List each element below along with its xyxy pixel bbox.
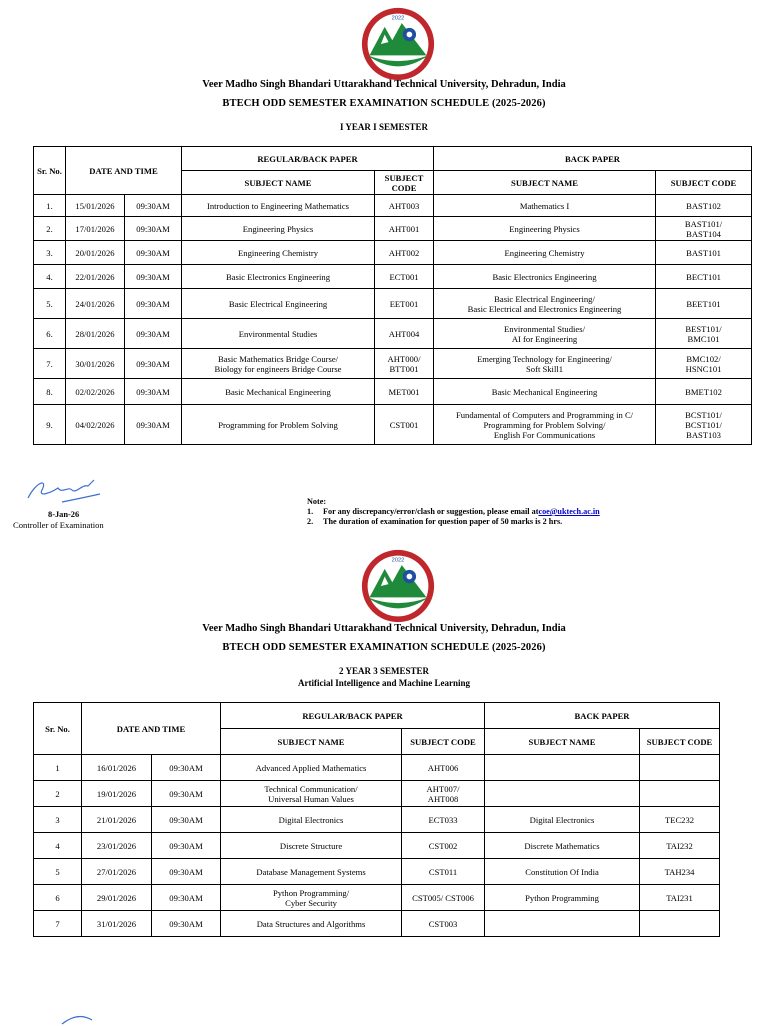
- back-subject-name-cell: Engineering Chemistry: [434, 241, 656, 265]
- time-cell: 09:30AM: [125, 195, 182, 217]
- schedule-title: BTECH ODD SEMESTER EXAMINATION SCHEDULE (2025-2026): [222, 98, 546, 109]
- table-row: [34, 807, 720, 833]
- back-subject-name-cell: Constitution Of India: [485, 859, 640, 885]
- date-cell: 21/01/2026: [82, 807, 152, 833]
- group-back-paper: BACK PAPER: [485, 703, 720, 729]
- back-subject-name-cell: Python Programming: [485, 885, 640, 911]
- sr-no-cell: 9.: [34, 405, 66, 445]
- subject-code-cell: AHT000/ BTT001: [375, 349, 434, 379]
- time-cell: 09:30AM: [125, 319, 182, 349]
- table-row: [34, 781, 720, 807]
- group-regular-back: REGULAR/BACK PAPER: [182, 147, 434, 171]
- date-cell: 28/01/2026: [66, 319, 125, 349]
- date-cell: 24/01/2026: [66, 289, 125, 319]
- time-cell: 09:30AM: [125, 289, 182, 319]
- subject-code-cell: AHT007/ AHT008: [402, 781, 485, 807]
- back-subject-name-cell: [485, 755, 640, 781]
- back-subject-code-cell: BAST101: [656, 241, 752, 265]
- date-cell: 29/01/2026: [82, 885, 152, 911]
- subject-name-cell: Basic Electrical Engineering: [182, 289, 375, 319]
- col-back-subject-code: SUBJECT CODE: [640, 729, 720, 755]
- schedule-title: BTECH ODD SEMESTER EXAMINATION SCHEDULE (2025-2026): [222, 642, 546, 653]
- subject-name-cell: Basic Mathematics Bridge Course/ Biology for engineers Bridge Course: [182, 349, 375, 379]
- time-cell: 09:30AM: [125, 241, 182, 265]
- table-row: [34, 265, 752, 289]
- back-subject-code-cell: [640, 911, 720, 937]
- svg-text:2022: 2022: [391, 557, 405, 564]
- back-subject-code-cell: BMET102: [656, 379, 752, 405]
- date-cell: 02/02/2026: [66, 379, 125, 405]
- back-subject-name-cell: Digital Electronics: [485, 807, 640, 833]
- table-row: [34, 405, 752, 445]
- back-subject-code-cell: TAH234: [640, 859, 720, 885]
- back-subject-name-cell: Environmental Studies/ AI for Engineering: [434, 319, 656, 349]
- subject-code-cell: CST003: [402, 911, 485, 937]
- subject-code-cell: CST001: [375, 405, 434, 445]
- svg-text:2022: 2022: [391, 15, 405, 22]
- subject-name-cell: Database Management Systems: [221, 859, 402, 885]
- back-subject-name-cell: Engineering Physics: [434, 217, 656, 241]
- sr-no-cell: 5.: [34, 289, 66, 319]
- subject-name-cell: Engineering Physics: [182, 217, 375, 241]
- date-cell: 20/01/2026: [66, 241, 125, 265]
- subject-name-cell: Programming for Problem Solving: [182, 405, 375, 445]
- subject-code-cell: MET001: [375, 379, 434, 405]
- subject-name-cell: Discrete Structure: [221, 833, 402, 859]
- university-name: Veer Madho Singh Bhandari Uttarakhand Technical University, Dehradun, India: [202, 623, 566, 634]
- subject-name-cell: Basic Electronics Engineering: [182, 265, 375, 289]
- signature-image: [22, 472, 102, 506]
- note-item: 2. The duration of examination for question paper of 50 marks is 2 hrs.: [307, 517, 563, 526]
- subject-code-cell: CST011: [402, 859, 485, 885]
- time-cell: 09:30AM: [152, 911, 221, 937]
- time-cell: 09:30AM: [125, 405, 182, 445]
- sr-no-cell: 7: [34, 911, 82, 937]
- note-block: [307, 497, 600, 527]
- subject-name-cell: Data Structures and Algorithms: [221, 911, 402, 937]
- time-cell: 09:30AM: [152, 755, 221, 781]
- subject-code-cell: AHT006: [402, 755, 485, 781]
- back-subject-code-cell: BAST102: [656, 195, 752, 217]
- back-subject-name-cell: Mathematics I: [434, 195, 656, 217]
- col-subject-name: SUBJECT NAME: [221, 729, 402, 755]
- sr-no-cell: 1: [34, 755, 82, 781]
- sr-no-cell: 8.: [34, 379, 66, 405]
- time-cell: 09:30AM: [152, 807, 221, 833]
- sr-no-cell: 1.: [34, 195, 66, 217]
- back-subject-code-cell: TAI232: [640, 833, 720, 859]
- back-subject-name-cell: Discrete Mathematics: [485, 833, 640, 859]
- sr-no-cell: 2: [34, 781, 82, 807]
- table-row: [34, 755, 720, 781]
- semester-title: 2 YEAR 3 SEMESTER: [339, 666, 429, 676]
- schedule-table-year1: [33, 146, 752, 445]
- back-subject-code-cell: [640, 781, 720, 807]
- table-row: [34, 349, 752, 379]
- subject-code-cell: AHT004: [375, 319, 434, 349]
- back-subject-code-cell: BEET101: [656, 289, 752, 319]
- branch-title: Artificial Intelligence and Machine Learning: [298, 678, 470, 688]
- subject-name-cell: Technical Communication/ Universal Human Values: [221, 781, 402, 807]
- back-subject-name-cell: Emerging Technology for Engineering/ Soft Skill1: [434, 349, 656, 379]
- col-back-subject-code: SUBJECT CODE: [656, 171, 752, 195]
- subject-name-cell: Advanced Applied Mathematics: [221, 755, 402, 781]
- back-subject-name-cell: Basic Mechanical Engineering: [434, 379, 656, 405]
- time-cell: 09:30AM: [125, 217, 182, 241]
- table-row: [34, 379, 752, 405]
- subject-code-cell: EET001: [375, 289, 434, 319]
- table-row: [34, 885, 720, 911]
- sr-no-cell: 5: [34, 859, 82, 885]
- note-item: 1. For any discrepancy/error/clash or suggestion, please email at coe@uktech.ac.in: [307, 507, 600, 516]
- col-back-subject-name: SUBJECT NAME: [485, 729, 640, 755]
- subject-name-cell: Digital Electronics: [221, 807, 402, 833]
- sr-no-cell: 3.: [34, 241, 66, 265]
- subject-name-cell: Introduction to Engineering Mathematics: [182, 195, 375, 217]
- back-subject-code-cell: BECT101: [656, 265, 752, 289]
- subject-name-cell: Engineering Chemistry: [182, 241, 375, 265]
- subject-code-cell: ECT033: [402, 807, 485, 833]
- back-subject-name-cell: [485, 911, 640, 937]
- subject-code-cell: AHT001: [375, 217, 434, 241]
- schedule-table-year2: [33, 702, 720, 937]
- group-back-paper: BACK PAPER: [434, 147, 752, 171]
- table-row: [34, 195, 752, 217]
- back-subject-code-cell: BAST101/ BAST104: [656, 217, 752, 241]
- date-cell: 17/01/2026: [66, 217, 125, 241]
- time-cell: 09:30AM: [125, 349, 182, 379]
- subject-code-cell: AHT003: [375, 195, 434, 217]
- subject-name-cell: Basic Mechanical Engineering: [182, 379, 375, 405]
- back-subject-code-cell: [640, 755, 720, 781]
- subject-code-cell: ECT001: [375, 265, 434, 289]
- table-row: [34, 911, 720, 937]
- col-subject-name: SUBJECT NAME: [182, 171, 375, 195]
- back-subject-code-cell: BEST101/ BMC101: [656, 319, 752, 349]
- back-subject-name-cell: Fundamental of Computers and Programming in C/ Programming for Problem Solving/ English For Communications: [434, 405, 656, 445]
- col-sr-no: Sr. No.: [34, 147, 66, 195]
- date-cell: 31/01/2026: [82, 911, 152, 937]
- time-cell: 09:30AM: [125, 265, 182, 289]
- email-link[interactable]: coe@uktech.ac.in: [538, 507, 600, 516]
- table-row: [34, 241, 752, 265]
- date-cell: 22/01/2026: [66, 265, 125, 289]
- sr-no-cell: 2.: [34, 217, 66, 241]
- date-cell: 27/01/2026: [82, 859, 152, 885]
- signature-date: 8-Jan-26: [48, 510, 80, 519]
- university-logo: [360, 548, 436, 624]
- subject-code-cell: CST002: [402, 833, 485, 859]
- table-row: [34, 833, 720, 859]
- time-cell: 09:30AM: [152, 833, 221, 859]
- date-cell: 16/01/2026: [82, 755, 152, 781]
- back-subject-code-cell: TEC232: [640, 807, 720, 833]
- sr-no-cell: 4: [34, 833, 82, 859]
- time-cell: 09:30AM: [152, 885, 221, 911]
- university-logo: [360, 6, 436, 82]
- back-subject-code-cell: TAI231: [640, 885, 720, 911]
- back-subject-name-cell: [485, 781, 640, 807]
- col-sr-no: Sr. No.: [34, 703, 82, 755]
- sr-no-cell: 6.: [34, 319, 66, 349]
- date-cell: 23/01/2026: [82, 833, 152, 859]
- col-subject-code: SUBJECT CODE: [375, 171, 434, 195]
- time-cell: 09:30AM: [152, 781, 221, 807]
- table-row: [34, 319, 752, 349]
- subject-name-cell: Python Programming/ Cyber Security: [221, 885, 402, 911]
- sr-no-cell: 6: [34, 885, 82, 911]
- back-subject-code-cell: BCST101/ BCST101/ BAST103: [656, 405, 752, 445]
- subject-name-cell: Environmental Studies: [182, 319, 375, 349]
- col-back-subject-name: SUBJECT NAME: [434, 171, 656, 195]
- sr-no-cell: 7.: [34, 349, 66, 379]
- col-date-time: DATE AND TIME: [82, 703, 221, 755]
- table-row: [34, 217, 752, 241]
- date-cell: 19/01/2026: [82, 781, 152, 807]
- col-date-time: DATE AND TIME: [66, 147, 182, 195]
- subject-code-cell: AHT002: [375, 241, 434, 265]
- note-title: Note:: [307, 497, 327, 506]
- time-cell: 09:30AM: [125, 379, 182, 405]
- back-subject-name-cell: Basic Electronics Engineering: [434, 265, 656, 289]
- back-subject-code-cell: BMC102/ HSNC101: [656, 349, 752, 379]
- date-cell: 04/02/2026: [66, 405, 125, 445]
- sr-no-cell: 3: [34, 807, 82, 833]
- group-regular-back: REGULAR/BACK PAPER: [221, 703, 485, 729]
- date-cell: 30/01/2026: [66, 349, 125, 379]
- sr-no-cell: 4.: [34, 265, 66, 289]
- university-name: Veer Madho Singh Bhandari Uttarakhand Technical University, Dehradun, India: [202, 79, 566, 90]
- subject-code-cell: CST005/ CST006: [402, 885, 485, 911]
- back-subject-name-cell: Basic Electrical Engineering/ Basic Electrical and Electronics Engineering: [434, 289, 656, 319]
- semester-title: I YEAR I SEMESTER: [340, 122, 428, 132]
- table-row: [34, 289, 752, 319]
- col-subject-code: SUBJECT CODE: [402, 729, 485, 755]
- date-cell: 15/01/2026: [66, 195, 125, 217]
- signature-role: Controller of Examination: [13, 520, 104, 530]
- table-row: [34, 859, 720, 885]
- time-cell: 09:30AM: [152, 859, 221, 885]
